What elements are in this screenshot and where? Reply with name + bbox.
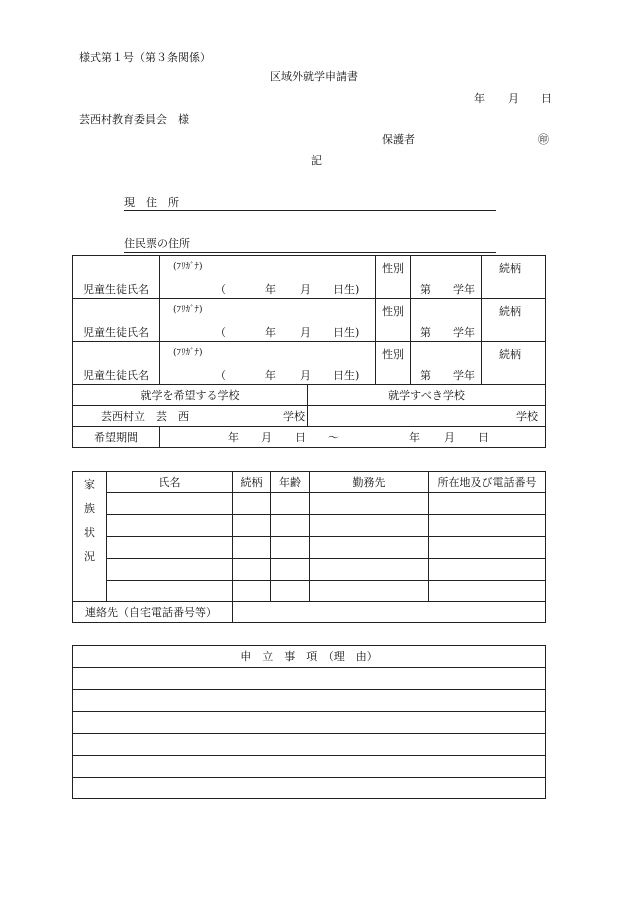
date-day: 日 — [541, 92, 552, 105]
family-cell[interactable] — [233, 559, 271, 581]
period-start-day: 日 — [295, 431, 306, 444]
relation-label: 続柄 — [499, 305, 521, 318]
family-header-name: 氏名 — [107, 472, 233, 493]
family-cell[interactable] — [429, 537, 546, 559]
reason-line[interactable] — [73, 756, 546, 778]
ki-label: 記 — [311, 154, 322, 167]
sex-cell — [376, 342, 411, 385]
period-start-year: 年 — [228, 431, 239, 444]
family-cell[interactable] — [271, 493, 310, 515]
family-row — [73, 581, 546, 602]
reason-line[interactable] — [73, 668, 546, 690]
student-name-label-cell — [73, 256, 160, 299]
period-label: 希望期間 — [73, 427, 160, 448]
reason-line[interactable] — [73, 778, 546, 799]
family-cell[interactable] — [310, 581, 429, 602]
furigana-label: (ﾌﾘｶﾞﾅ) — [173, 305, 203, 315]
family-char-2: 族 — [84, 502, 95, 515]
period-tilde: ～ — [328, 431, 339, 444]
grade-prefix: 第 — [420, 369, 431, 382]
registered-address-line — [124, 252, 496, 253]
assigned-school-header: 就学すべき学校 — [308, 385, 546, 406]
relation-cell — [482, 256, 546, 299]
reason-line[interactable] — [73, 690, 546, 712]
student-name-cell — [160, 299, 376, 342]
birth-year: 年 — [265, 369, 276, 382]
family-header-address-phone: 所在地及び電話番号 — [429, 472, 546, 493]
date-year: 年 — [474, 92, 485, 105]
family-cell[interactable] — [310, 537, 429, 559]
grade-suffix: 学年 — [453, 326, 475, 339]
family-cell[interactable] — [107, 515, 233, 537]
reason-table — [72, 645, 546, 799]
reason-line[interactable] — [73, 712, 546, 734]
family-cell[interactable] — [233, 515, 271, 537]
date-month: 月 — [508, 92, 519, 105]
reason-header: 申 立 事 項 （理 由） — [73, 646, 546, 668]
birth-month: 月 — [300, 326, 311, 339]
sex-label: 性別 — [382, 262, 404, 275]
family-char-1: 家 — [84, 478, 95, 491]
period-end-year: 年 — [409, 431, 420, 444]
guardian-label: 保護者 — [382, 133, 415, 146]
birth-paren: （ — [215, 283, 226, 296]
family-cell[interactable] — [233, 581, 271, 602]
family-cell[interactable] — [271, 537, 310, 559]
sex-label: 性別 — [382, 348, 404, 361]
birth-day: 日生) — [333, 326, 360, 339]
current-address-label: 現 住 所 — [124, 196, 179, 209]
registered-address-label: 住民票の住所 — [124, 237, 190, 250]
reason-line[interactable] — [73, 734, 546, 756]
student-name-label: 児童生徒氏名 — [83, 369, 149, 382]
family-vertical-label-cell — [73, 472, 107, 602]
family-row — [73, 515, 546, 537]
grade-cell — [411, 299, 482, 342]
birth-day: 日生) — [333, 283, 360, 296]
grade-suffix: 学年 — [453, 369, 475, 382]
family-cell[interactable] — [233, 537, 271, 559]
student-row — [73, 342, 546, 385]
student-name-cell — [160, 342, 376, 385]
birth-paren: （ — [215, 369, 226, 382]
birth-month: 月 — [300, 369, 311, 382]
student-name-label-cell — [73, 342, 160, 385]
period-start-month: 月 — [261, 431, 272, 444]
contact-label: 連絡先（自宅電話番号等） — [85, 606, 217, 619]
family-cell[interactable] — [310, 493, 429, 515]
family-cell[interactable] — [271, 515, 310, 537]
assigned-school-cell — [308, 406, 546, 427]
family-cell[interactable] — [429, 581, 546, 602]
family-cell[interactable] — [429, 515, 546, 537]
grade-prefix: 第 — [420, 283, 431, 296]
family-cell[interactable] — [310, 515, 429, 537]
family-cell[interactable] — [107, 559, 233, 581]
birth-year: 年 — [265, 283, 276, 296]
family-row — [73, 537, 546, 559]
birth-month: 月 — [300, 283, 311, 296]
seal-mark: ㊞ — [538, 133, 549, 146]
family-cell[interactable] — [429, 493, 546, 515]
student-row — [73, 299, 546, 342]
student-table — [72, 255, 546, 385]
family-row — [73, 493, 546, 515]
school-table — [72, 384, 546, 448]
family-header-relation: 続柄 — [233, 472, 271, 493]
family-header-workplace: 勤務先 — [310, 472, 429, 493]
family-cell[interactable] — [107, 493, 233, 515]
family-header-age: 年齢 — [271, 472, 310, 493]
relation-cell — [482, 299, 546, 342]
grade-cell — [411, 256, 482, 299]
family-cell[interactable] — [107, 581, 233, 602]
student-name-cell — [160, 256, 376, 299]
grade-suffix: 学年 — [453, 283, 475, 296]
current-address-line — [124, 210, 496, 211]
grade-cell — [411, 342, 482, 385]
family-row — [73, 559, 546, 581]
period-cell — [160, 427, 546, 448]
sex-cell — [376, 256, 411, 299]
birth-year: 年 — [265, 326, 276, 339]
family-char-3: 状 — [84, 526, 95, 539]
addressee: 芸西村教育委員会 様 — [79, 113, 189, 126]
family-cell[interactable] — [107, 537, 233, 559]
desired-school-suffix: 学校 — [283, 410, 305, 423]
family-cell[interactable] — [310, 559, 429, 581]
document-title: 区域外就学申請書 — [270, 70, 358, 83]
form-number-label: 様式第１号（第３条関係） — [79, 51, 211, 64]
period-end-month: 月 — [444, 431, 455, 444]
relation-label: 続柄 — [499, 348, 521, 361]
family-cell[interactable] — [429, 559, 546, 581]
relation-label: 続柄 — [499, 262, 521, 275]
contact-label-cell — [73, 602, 233, 623]
period-end-day: 日 — [478, 431, 489, 444]
student-row — [73, 256, 546, 299]
sex-label: 性別 — [382, 305, 404, 318]
furigana-label: (ﾌﾘｶﾞﾅ) — [173, 348, 203, 358]
furigana-label: (ﾌﾘｶﾞﾅ) — [173, 262, 203, 272]
family-cell[interactable] — [271, 559, 310, 581]
contact-value-cell[interactable] — [233, 602, 546, 623]
student-name-label: 児童生徒氏名 — [83, 326, 149, 339]
desired-school-cell — [73, 406, 308, 427]
grade-prefix: 第 — [420, 326, 431, 339]
family-cell[interactable] — [233, 493, 271, 515]
assigned-school-suffix: 学校 — [516, 410, 538, 423]
village-school-name: 芸西村立 芸 西 — [101, 410, 189, 423]
sex-cell — [376, 299, 411, 342]
relation-cell — [482, 342, 546, 385]
birth-paren: （ — [215, 326, 226, 339]
family-char-4: 況 — [84, 550, 95, 563]
family-cell[interactable] — [271, 581, 310, 602]
student-name-label-cell — [73, 299, 160, 342]
desired-school-header: 就学を希望する学校 — [73, 385, 308, 406]
family-table — [72, 471, 546, 623]
student-name-label: 児童生徒氏名 — [83, 283, 149, 296]
birth-day: 日生) — [333, 369, 360, 382]
